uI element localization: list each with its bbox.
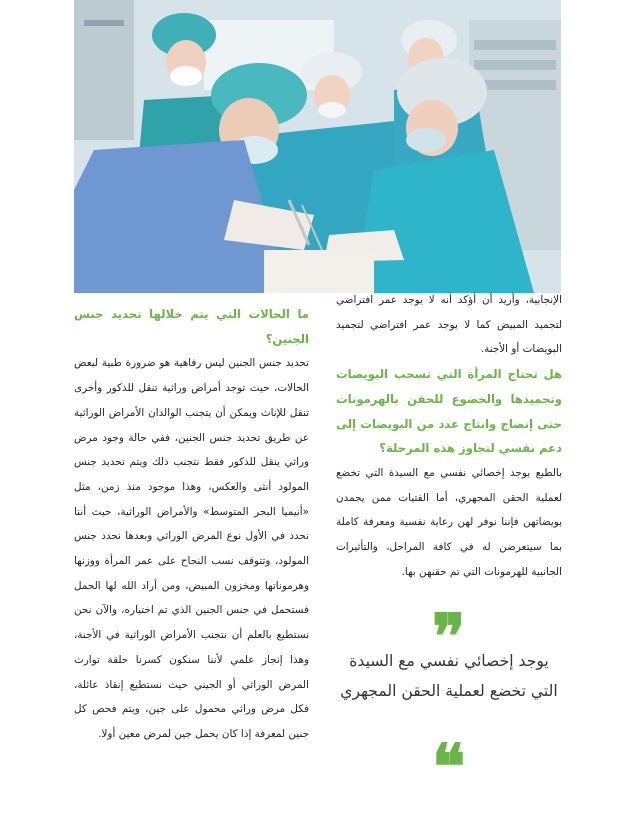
answer-paragraph: بالطبع يوجد إخصائي نفسي مع السيدة التي تخضع لعملية الحقن المجهري، أما الفتيات ممن يجمدن بويضاتهن فإننا نوفر لهن رعاية نفسية ومعرفة كاملة بما سيتعرضن له في كافة المراحل، والتأثيرات الجانبية للهرمونات التي تم حقنهن بها.	[336, 466, 562, 578]
quote-close-icon: ❝	[432, 730, 466, 803]
section-heading: ما الحالات التي يتم خلالها تحديد جنس الجنين؟	[74, 307, 309, 346]
pull-quote-text: يوجد إخصائي نفسي مع السيدة التي تخضع لعملية الحقن المجهري	[340, 652, 558, 700]
right-column	[336, 288, 562, 584]
question-heading: هل تحتاج المرأة التي تسحب البويضات وتجميدها والخضوع للحقن بالهرمونات حتى إنضاج وانتاج عدد من البويضات إلى دعم نفسي لتجاوز هذه المرحلة؟	[336, 367, 562, 456]
quote-open-icon: ❞	[432, 600, 466, 673]
left-column	[74, 302, 309, 747]
intro-paragraph: الإنجابية، وأريد أن أؤكد أنه لا يوجد عمر افتراضي لتجميد المبيض كما لا يوجد عمر افتراضي لتجميد البويضات أو الأجنة.	[336, 294, 562, 356]
pull-quote	[336, 600, 562, 803]
section-body: تحديد جنس الجنين ليس رفاهية هو ضرورة طبية لبعض الحالات، حيث توجد أمراض وراثية تنقل للذكور وأخرى تنقل للإناث ويمكن أن يتجنب الوالدان الأمراض الوراثية عن طريق تحديد جنس الجنين، ففي حالة وجود مرض وراثي ينقل للذكور فقط نتجنب ذلك ويتم تحديد جنس المولود أنثى والعكس، وهذا موجود منذ زمن، مثل «أنيميا البحر المتوسط» والأمراض الوراثية، حيث أننا نحدد في الأول نوع المرض الوراثي وبعدها نحدد جنس المولود، وتتوقف نسب النجاح على عمر المرأة ووزنها وهرموناتها ومخزون المبيض، ومن أراد الله لها الحمل فستحمل في جنس الجنين الذي تم اختياره، والآن نحن نستطيع بالعلم أن نتجنب الأمراض الوراثية في الأجنة، وهذا إنجاز علمي لأننا سنكون كسرنا حلقة توارث المرض الوراثي أو الجيني حيث نستطيع إنقاذ عائلة، فكل مرض وراثي محمول على جين، ويتم فحص كل جنين لمعرفة إذا كان يحمل جين لمرض معين أولا.	[74, 357, 309, 740]
surgery-photo	[74, 0, 561, 293]
